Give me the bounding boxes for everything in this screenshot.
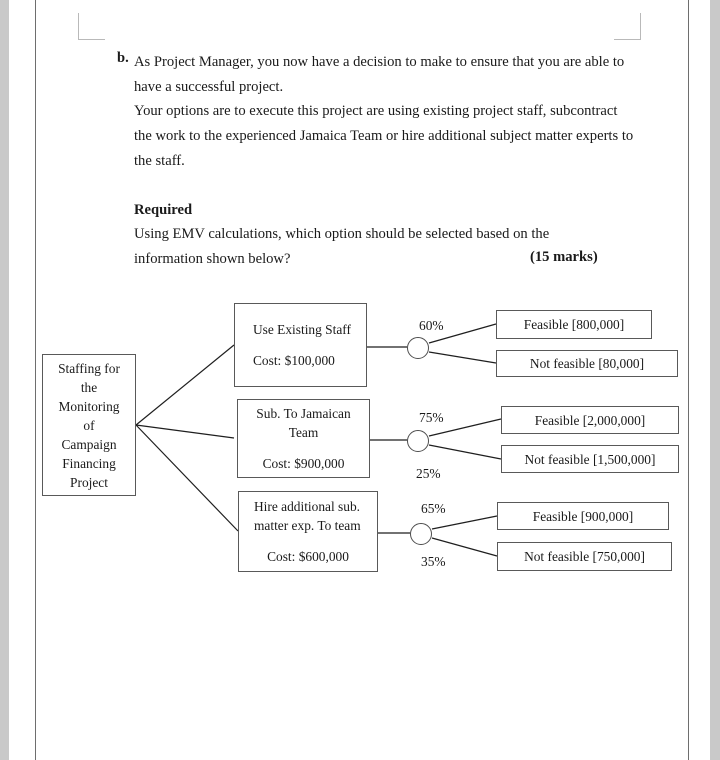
decision-node-root[interactable] xyxy=(42,354,136,496)
option-node-1[interactable] xyxy=(234,303,367,387)
required-text: Using EMV calculations, which option should be selected based on the information shown below? xyxy=(134,226,550,267)
connector-chance2-lower xyxy=(429,445,501,459)
outcome-node-1-not-feasible[interactable] xyxy=(496,350,678,377)
chance-node-1[interactable] xyxy=(407,337,429,359)
root-line-3: Monitoring xyxy=(58,398,120,414)
option-1-title-line-1: Use Existing Staff xyxy=(253,322,351,337)
root-line-6: Financing xyxy=(62,455,116,471)
option-2-title-line-1: Sub. To Jamaican xyxy=(256,406,351,421)
option-3-cost: Cost: $600,000 xyxy=(267,549,349,564)
question-paragraph-2: Your options are to execute this project are using existing project staff, subcontract the work to the experienced Jamaica Team or hire additional subject matter experts to the staff. xyxy=(134,103,634,169)
option-2-title-line-2: Team xyxy=(288,425,319,440)
option-3-title-line-2: matter exp. To team xyxy=(254,518,361,533)
root-line-4: of xyxy=(83,417,95,433)
chance-node-2[interactable] xyxy=(407,430,429,452)
outcome-node-2-not-feasible[interactable] xyxy=(501,445,679,473)
option-3-title-line-1: Hire additional sub. xyxy=(254,499,360,514)
probability-1-upper: 60% xyxy=(419,318,444,333)
option-node-2[interactable] xyxy=(237,399,370,478)
root-line-7: Project xyxy=(70,474,108,490)
connector-root-option-3 xyxy=(136,425,238,531)
connector-chance3-upper xyxy=(432,516,497,529)
outcome-1-feasible-label: Feasible [800,000] xyxy=(523,317,625,332)
probability-2-upper: 75% xyxy=(419,410,444,425)
required-heading: Required xyxy=(134,202,193,218)
outcome-node-1-feasible[interactable] xyxy=(496,310,652,339)
outcome-3-not-feasible-label: Not feasible [750,000] xyxy=(524,549,645,564)
option-1-cost: Cost: $100,000 xyxy=(253,353,335,368)
question-paragraph-1: As Project Manager, you now have a decision to make to ensure that you are able to have a successful project. xyxy=(134,54,625,95)
option-node-3[interactable] xyxy=(238,491,378,572)
root-line-1: Staffing for xyxy=(58,360,120,376)
chance-node-3[interactable] xyxy=(410,523,432,545)
option-2-cost: Cost: $900,000 xyxy=(262,456,345,471)
outcome-3-feasible-label: Feasible [900,000] xyxy=(532,508,634,524)
outcome-1-not-feasible-label: Not feasible [80,000] xyxy=(529,356,645,371)
list-marker-b: b. xyxy=(117,50,129,66)
outcome-2-feasible-label: Feasible [2,000,000] xyxy=(534,412,646,428)
connector-root-option-2 xyxy=(136,425,234,438)
connector-chance1-lower xyxy=(429,352,496,363)
outcome-node-3-feasible[interactable] xyxy=(497,502,669,530)
outcome-node-3-not-feasible[interactable] xyxy=(497,542,672,571)
root-line-5: Campaign xyxy=(61,436,117,452)
probability-3-lower: 35% xyxy=(421,554,446,569)
connector-root-option-1 xyxy=(136,345,234,425)
probability-2-lower: 25% xyxy=(416,466,441,481)
outcome-2-not-feasible-label: Not feasible [1,500,000] xyxy=(524,451,656,467)
probability-3-upper: 65% xyxy=(421,501,446,516)
root-line-2: the xyxy=(80,379,98,395)
marks-label: (15 marks) xyxy=(530,249,598,265)
outcome-node-2-feasible[interactable] xyxy=(501,406,679,434)
